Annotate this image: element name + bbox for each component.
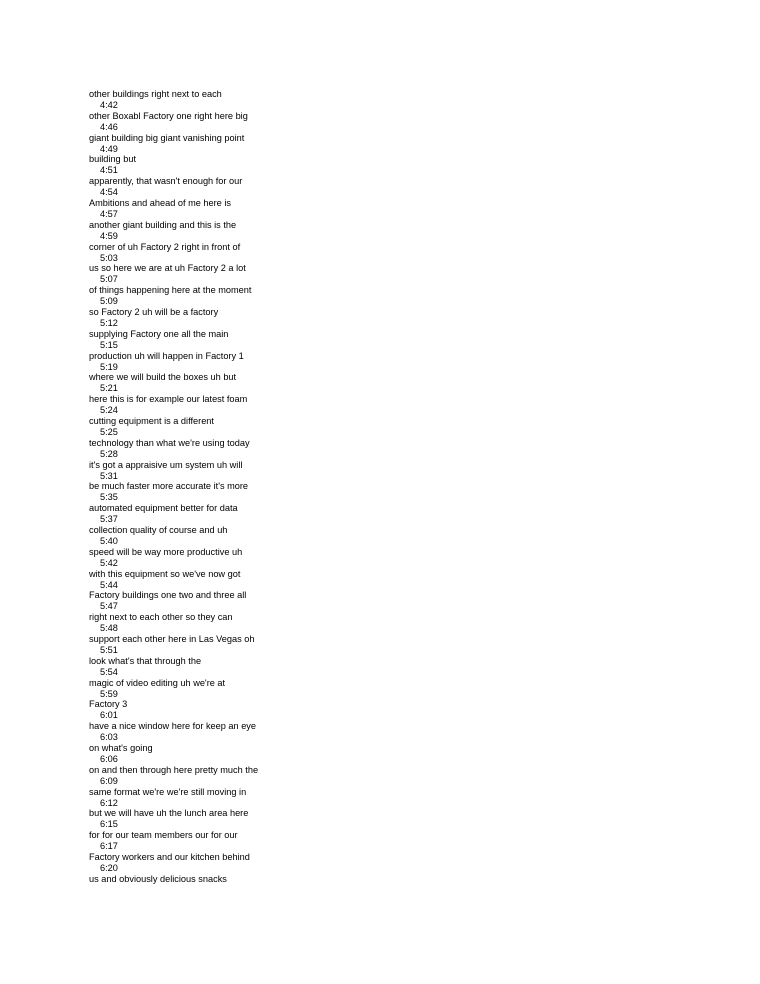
transcript-entry xyxy=(89,351,389,373)
transcript-line-text: have a nice window here for keep an eye xyxy=(89,721,257,732)
transcript-timestamp: 5:54 xyxy=(100,666,118,677)
transcript-entry xyxy=(89,678,389,700)
transcript-timestamp: 5:15 xyxy=(100,339,118,350)
transcript-line-text: Ambitions and ahead of me here is xyxy=(89,197,231,208)
transcript-line-text: Factory workers and our kitchen behind xyxy=(89,851,250,862)
transcript-timestamp: 5:07 xyxy=(100,274,118,285)
transcript-timestamp: 5:09 xyxy=(100,296,118,307)
transcript-entry xyxy=(89,220,389,242)
transcript-entry xyxy=(89,874,389,885)
transcript-entry xyxy=(89,721,389,743)
transcript-line-text: collection quality of course and uh xyxy=(89,524,228,535)
transcript-entry xyxy=(89,656,389,678)
transcript-timestamp: 5:31 xyxy=(100,470,118,481)
transcript-entry xyxy=(89,699,389,721)
transcript-entry xyxy=(89,569,389,591)
transcript-line-text: apparently, that wasn't enough for our xyxy=(89,176,243,187)
transcript-line-text: here this is for example our latest foam xyxy=(89,394,248,405)
transcript-line-text: speed will be way more productive uh xyxy=(89,546,243,557)
transcript-timestamp: 5:03 xyxy=(100,252,118,263)
transcript-timestamp: 5:28 xyxy=(100,448,118,459)
transcript-entry xyxy=(89,525,389,547)
transcript-line-text: corner of uh Factory 2 right in front of xyxy=(89,241,241,252)
transcript-line-text: magic of video editing uh we're at xyxy=(89,677,226,688)
transcript-timestamp: 6:09 xyxy=(100,775,118,786)
transcript-timestamp: 5:24 xyxy=(100,405,118,416)
transcript-entry xyxy=(89,285,389,307)
transcript-line-text: Factory buildings one two and three all xyxy=(89,590,247,601)
transcript-timestamp: 5:51 xyxy=(100,644,118,655)
transcript-entry xyxy=(89,612,389,634)
transcript-timestamp: 4:54 xyxy=(100,187,118,198)
transcript-line-text: us and obviously delicious snacks xyxy=(89,873,227,884)
transcript-line-text: production uh will happen in Factory 1 xyxy=(89,350,244,361)
transcript-line-text: support each other here in Las Vegas oh xyxy=(89,633,255,644)
transcript-timestamp: 5:12 xyxy=(100,317,118,328)
transcript-timestamp: 5:21 xyxy=(100,383,118,394)
transcript-entry xyxy=(89,307,389,329)
transcript xyxy=(89,89,389,885)
transcript-timestamp: 6:03 xyxy=(100,732,118,743)
transcript-timestamp: 5:37 xyxy=(100,514,118,525)
transcript-line-text: another giant building and this is the xyxy=(89,219,237,230)
transcript-entry xyxy=(89,481,389,503)
transcript-entry xyxy=(89,634,389,656)
transcript-line-text: cutting equipment is a different xyxy=(89,415,214,426)
transcript-line-text: but we will have uh the lunch area here xyxy=(89,808,249,819)
transcript-line-text: on and then through here pretty much the xyxy=(89,764,259,775)
transcript-entry xyxy=(89,590,389,612)
transcript-entry xyxy=(89,89,389,111)
transcript-line-text: on what's going xyxy=(89,742,153,753)
transcript-line-text: where we will build the boxes uh but xyxy=(89,372,237,383)
transcript-line-text: right next to each other so they can xyxy=(89,612,233,623)
transcript-line-text: same format we're we're still moving in xyxy=(89,786,247,797)
transcript-entry xyxy=(89,765,389,787)
transcript-entry xyxy=(89,547,389,569)
transcript-line-text: be much faster more accurate it's more xyxy=(89,481,249,492)
transcript-entry xyxy=(89,787,389,809)
transcript-timestamp: 5:35 xyxy=(100,492,118,503)
transcript-timestamp: 4:49 xyxy=(100,143,118,154)
transcript-timestamp: 4:51 xyxy=(100,165,118,176)
transcript-line-text: with this equipment so we've now got xyxy=(89,568,241,579)
transcript-timestamp: 5:48 xyxy=(100,623,118,634)
transcript-line-text: technology than what we're using today xyxy=(89,437,250,448)
transcript-entry xyxy=(89,242,389,264)
transcript-line-text: building but xyxy=(89,154,136,165)
transcript-entry xyxy=(89,808,389,830)
transcript-timestamp: 4:46 xyxy=(100,121,118,132)
transcript-line-text: look what's that through the xyxy=(89,655,202,666)
transcript-line-text: other buildings right next to each xyxy=(89,89,222,99)
transcript-entry xyxy=(89,154,389,176)
transcript-line-text: it's got a appraisive um system uh will xyxy=(89,459,243,470)
transcript-timestamp: 6:17 xyxy=(100,841,118,852)
transcript-timestamp: 5:59 xyxy=(100,688,118,699)
transcript-line-text: us so here we are at uh Factory 2 a lot xyxy=(89,263,246,274)
transcript-entry xyxy=(89,394,389,416)
transcript-timestamp: 6:20 xyxy=(100,862,118,873)
transcript-timestamp: 5:44 xyxy=(100,579,118,590)
transcript-entry xyxy=(89,198,389,220)
transcript-line-text: Factory 3 xyxy=(89,699,128,710)
transcript-entry xyxy=(89,133,389,155)
transcript-timestamp: 4:42 xyxy=(100,100,118,110)
transcript-line-text: of things happening here at the moment xyxy=(89,285,252,296)
transcript-entry xyxy=(89,852,389,874)
transcript-entry xyxy=(89,743,389,765)
transcript-line-text: so Factory 2 uh will be a factory xyxy=(89,306,219,317)
transcript-timestamp: 5:25 xyxy=(100,426,118,437)
transcript-entry xyxy=(89,372,389,394)
transcript-entry xyxy=(89,830,389,852)
transcript-entry xyxy=(89,263,389,285)
transcript-line-text: other Boxabl Factory one right here big xyxy=(89,110,248,121)
transcript-entry xyxy=(89,111,389,133)
transcript-timestamp: 6:06 xyxy=(100,753,118,764)
transcript-entry xyxy=(89,503,389,525)
transcript-entry xyxy=(89,460,389,482)
transcript-timestamp: 5:40 xyxy=(100,535,118,546)
transcript-entry xyxy=(89,176,389,198)
transcript-timestamp: 5:19 xyxy=(100,361,118,372)
transcript-timestamp: 4:57 xyxy=(100,208,118,219)
transcript-timestamp: 5:47 xyxy=(100,601,118,612)
transcript-entry xyxy=(89,416,389,438)
transcript-entry xyxy=(89,438,389,460)
transcript-line-text: giant building big giant vanishing point xyxy=(89,132,245,143)
transcript-timestamp: 4:59 xyxy=(100,230,118,241)
transcript-timestamp: 5:42 xyxy=(100,557,118,568)
transcript-line-text: for for our team members our for our xyxy=(89,830,238,841)
transcript-timestamp: 6:15 xyxy=(100,819,118,830)
transcript-line-text: automated equipment better for data xyxy=(89,503,238,514)
transcript-timestamp: 6:01 xyxy=(100,710,118,721)
transcript-line-text: supplying Factory one all the main xyxy=(89,328,229,339)
transcript-entry xyxy=(89,329,389,351)
transcript-timestamp: 6:12 xyxy=(100,797,118,808)
